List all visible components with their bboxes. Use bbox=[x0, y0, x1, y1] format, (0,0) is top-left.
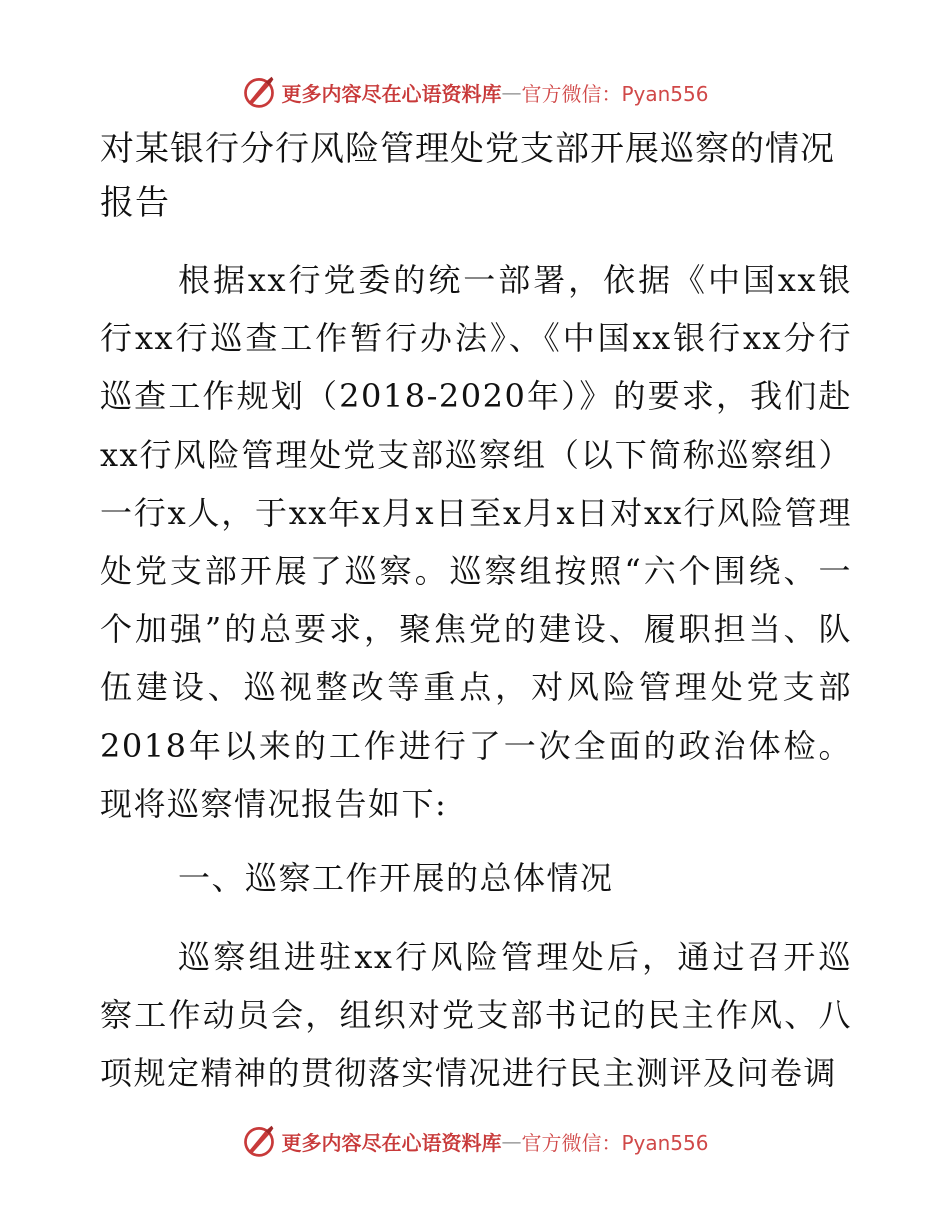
watermark-separator: — bbox=[501, 80, 522, 104]
watermark-separator: — bbox=[501, 1129, 522, 1153]
body-paragraph: 根据xx行党委的统一部署，依据《中国xx银行xx行巡查工作暂行办法》、《中国xx银行xx分行巡查工作规划（2018-2020年）》的要求，我们赴xx行风险管理处党支部巡察组（以下简称巡察组）一行x人，于xx年x月x日至x月x日对xx行风险管理处党支部开展了巡察。巡察组按照“六个围绕、一个加强”的总要求，聚焦党的建设、履职担当、队伍建设、巡视整改等重点，对风险管理处党支部2018年以来的工作进行了一次全面的政治体检。现将巡察情况报告如下: bbox=[100, 261, 852, 823]
header-watermark bbox=[0, 72, 950, 112]
section-paragraph: 巡察组进驻xx行风险管理处后，通过召开巡察工作动员会，组织对党支部书记的民主作风、八项规定精神的贯彻落实情况进行民主测评及问卷调 bbox=[100, 938, 852, 1093]
section-heading: 一、巡察工作开展的总体情况 bbox=[178, 859, 614, 897]
document-title: 对某银行分行风险管理处党支部开展巡察的情况报告 bbox=[100, 129, 835, 223]
footer-watermark bbox=[0, 1121, 950, 1161]
watermark-text: 更多内容尽在心语资料库 bbox=[281, 1130, 502, 1155]
watermark-account: 官方微信：Pyan556 bbox=[521, 1130, 709, 1155]
quill-pen-logo-icon bbox=[241, 74, 277, 110]
quill-pen-logo-icon bbox=[241, 1123, 277, 1159]
watermark-text: 更多内容尽在心语资料库 bbox=[281, 81, 502, 106]
watermark-account: 官方微信：Pyan556 bbox=[521, 81, 709, 106]
